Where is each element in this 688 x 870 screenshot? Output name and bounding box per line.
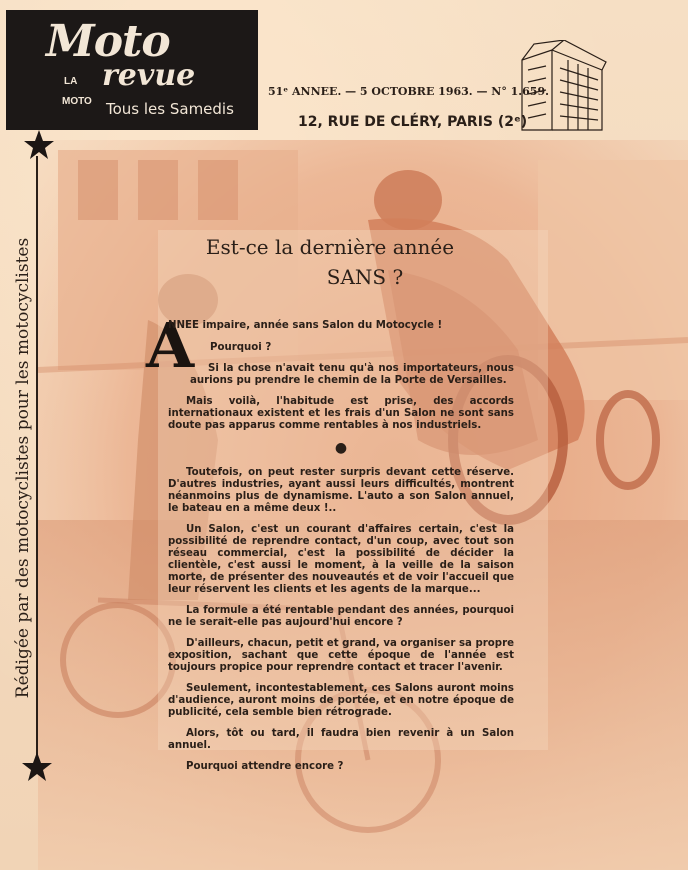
logo-moto: Moto [46,16,170,67]
sidebar-vertical-text: Rédigée par des motocyclistes pour les motocyclistes [13,237,33,699]
star-icon [20,750,54,784]
paragraph-3: Si la chose n'avait tenu qu'à nos importateurs, nous aurions pu prendre le chemin de la Porte de Versailles. [190,363,514,386]
issue-line: 51ᵉ ANNEE. — 5 OCTOBRE 1963. — N° 1.659. [268,85,549,98]
paragraph-11: Pourquoi attendre encore ? [186,761,344,772]
logo-moto-small: MOTO [62,96,92,107]
headline-line-2: SANS ? [326,265,404,289]
paragraph-10: Alors, tôt ou tard, il faudra bien revenir à un Salon annuel. [168,728,514,751]
headline [180,232,480,292]
paragraph-2: Pourquoi ? [210,342,272,353]
star-icon [22,128,56,162]
tagline: Tous les Samedis [106,100,234,118]
paragraph-4: Mais voilà, l'habitude est prise, des accords internationaux existent et les frais d'un Salon ne sont sans doute pas apparus comme rentables à nos industriels. [168,396,514,431]
paragraph-5: Toutefois, on peut rester surpris devant cette réserve. D'autres industries, ayant aussi leurs difficultés, montrent néanmoins plus de dynamisme. L'auto a son Salon annuel, le bateau en a même deux !.. [168,467,514,514]
headline-line-1: Est-ce la dernière année [205,235,455,259]
paragraph-1: NNEE impaire, année sans Salon du Motocycle ! [168,320,443,331]
address: 12, RUE DE CLÉRY, PARIS (2ᵉ) [298,114,528,130]
bullet-separator: ● [334,440,348,456]
masthead [6,10,258,130]
paragraph-8: D'ailleurs, chacun, petit et grand, va organiser sa propre exposition, sachant que cette époque de l'année est toujours propice pour reprendre contact et tracer l'avenir. [168,638,514,673]
article-body [168,320,514,782]
paragraph-9: Seulement, incontestablement, ces Salons auront moins d'audience, auront moins de portée, et en notre époque de publicité, cela semble bien rétrograde. [168,683,514,718]
building-illustration [512,40,608,136]
logo-la: LA [64,76,78,87]
drop-cap: A [146,309,195,382]
paragraph-7: La formule a été rentable pendant des années, pourquoi ne le serait-elle pas aujourd'hui encore ? [168,605,514,628]
logo-revue: revue [102,58,196,93]
paragraph-6: Un Salon, c'est un courant d'affaires certain, c'est la possibilité de reprendre contact, d'un coup, avec tout son réseau commercial, c'est la possibilité de décider la clientèle, c'est aussi le moment, à la veille de la saison morte, de présenter des nouveautés et de voir l'accueil que leur réservent les clients et les agents de la marque... [168,524,514,595]
